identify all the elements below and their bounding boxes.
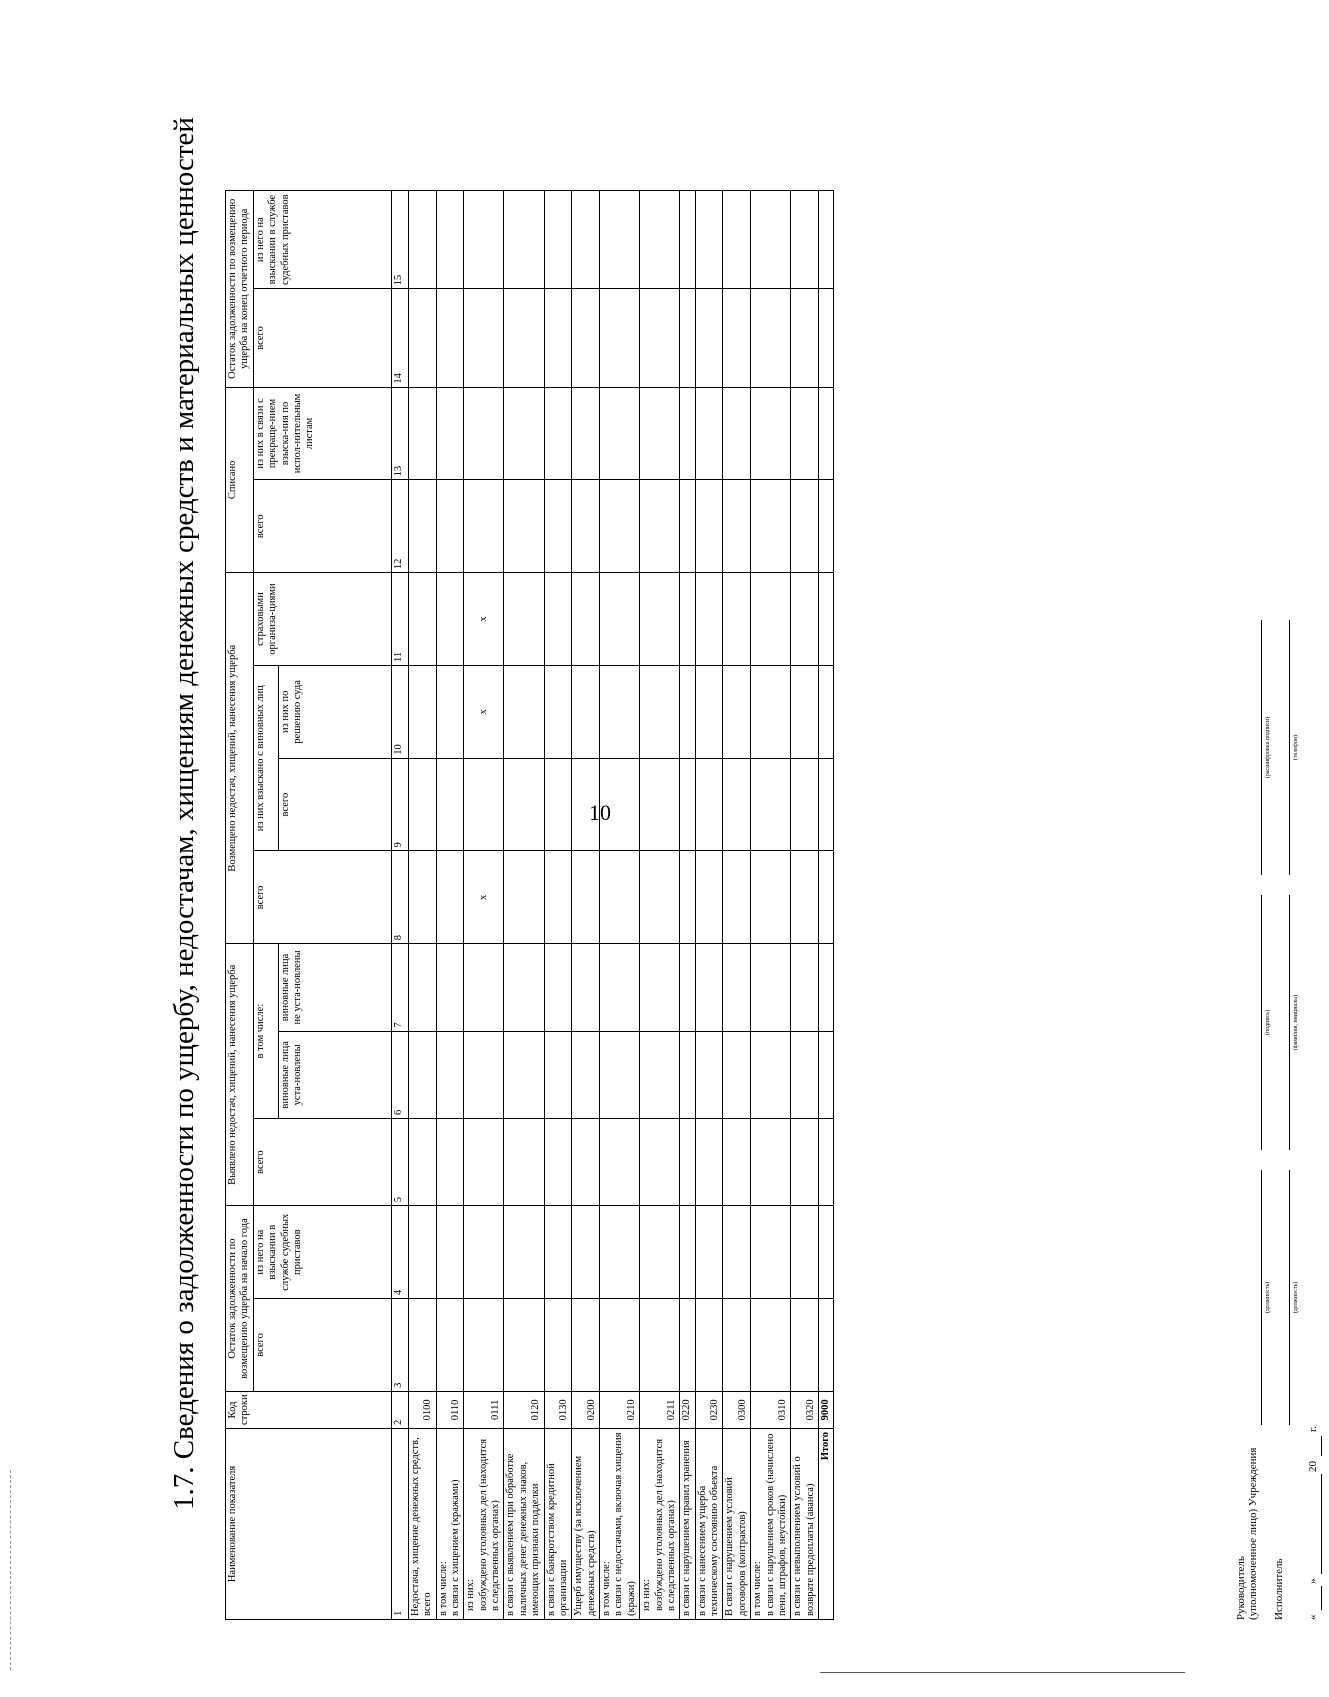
value-cell[interactable] bbox=[680, 1031, 695, 1118]
value-cell[interactable] bbox=[640, 944, 680, 1031]
value-cell[interactable] bbox=[600, 1206, 640, 1299]
value-cell[interactable] bbox=[819, 1299, 834, 1392]
value-cell[interactable] bbox=[723, 289, 751, 387]
value-cell[interactable] bbox=[464, 758, 504, 851]
header-written-off: Списано bbox=[226, 387, 254, 573]
caption-signature: (подпись) bbox=[1265, 1010, 1271, 1035]
row-name: в том числе: в связи с хищением (кражами) bbox=[436, 1428, 464, 1619]
date-year-suffix: г. bbox=[1307, 1425, 1319, 1432]
value-cell[interactable] bbox=[600, 1299, 640, 1392]
value-cell[interactable] bbox=[600, 191, 640, 289]
caption-decode: (расшифровка подписи) bbox=[1265, 716, 1271, 779]
value-cell[interactable] bbox=[544, 1031, 572, 1118]
value-cell[interactable] bbox=[751, 944, 791, 1031]
value-cell[interactable] bbox=[819, 573, 834, 666]
header-insurance: страховыми организа-циями bbox=[253, 573, 391, 666]
value-cell[interactable] bbox=[504, 191, 544, 289]
value-cell[interactable] bbox=[640, 387, 680, 480]
value-cell[interactable] bbox=[640, 1299, 680, 1392]
value-cell[interactable]: x bbox=[464, 573, 504, 666]
date-close-quote: » bbox=[1307, 1578, 1319, 1584]
value-cell[interactable] bbox=[791, 944, 819, 1031]
caption-phone: (телефон) bbox=[1293, 734, 1299, 761]
header-begin-bailiffs: из него на взыскании в службе судебных приставов bbox=[253, 1206, 391, 1299]
value-cell[interactable] bbox=[436, 573, 464, 666]
col-number: 8 bbox=[391, 851, 408, 944]
header-begin-total: всего bbox=[253, 1299, 391, 1392]
value-cell[interactable]: x bbox=[464, 851, 504, 944]
value-cell[interactable] bbox=[723, 387, 751, 480]
value-cell[interactable] bbox=[504, 665, 544, 758]
value-cell[interactable] bbox=[751, 758, 791, 851]
executor-position-line[interactable] bbox=[1275, 1170, 1290, 1425]
table-row bbox=[408, 191, 436, 1620]
value-cell[interactable] bbox=[751, 1299, 791, 1392]
value-cell[interactable] bbox=[408, 665, 436, 758]
value-cell[interactable] bbox=[751, 480, 791, 573]
col-number: 4 bbox=[391, 1206, 408, 1299]
value-cell[interactable] bbox=[572, 851, 600, 944]
value-cell[interactable] bbox=[408, 944, 436, 1031]
col-number: 7 bbox=[391, 944, 408, 1031]
value-cell[interactable] bbox=[504, 1031, 544, 1118]
value-cell[interactable] bbox=[791, 480, 819, 573]
row-name: в связи с нарушением правил хранения bbox=[680, 1428, 695, 1619]
table-row bbox=[695, 191, 723, 1620]
value-cell[interactable] bbox=[695, 1299, 723, 1392]
col-number: 14 bbox=[391, 289, 408, 387]
value-cell[interactable] bbox=[723, 191, 751, 289]
header-end-balance: Остаток задолженности по возмещению ущерба на конец отчетного периода bbox=[226, 191, 254, 388]
value-cell[interactable] bbox=[408, 387, 436, 480]
value-cell[interactable] bbox=[723, 1118, 751, 1205]
form-title: 1.7. Сведения о задолженности по ущербу, недостачам, хищениям денежных средств и материальных ценностей bbox=[168, 117, 200, 1510]
value-cell[interactable] bbox=[436, 289, 464, 387]
row-code: 0120 bbox=[504, 1391, 544, 1428]
value-cell[interactable] bbox=[464, 191, 504, 289]
value-cell[interactable] bbox=[640, 289, 680, 387]
date-year-line[interactable] bbox=[1307, 1436, 1322, 1456]
value-cell[interactable] bbox=[544, 573, 572, 666]
value-cell[interactable] bbox=[751, 1206, 791, 1299]
value-cell[interactable] bbox=[723, 944, 751, 1031]
value-cell[interactable] bbox=[544, 289, 572, 387]
value-cell[interactable] bbox=[680, 573, 695, 666]
value-cell[interactable] bbox=[751, 1118, 791, 1205]
value-cell[interactable] bbox=[640, 1206, 680, 1299]
row-name: в связи с невыполнением условий о возврате предоплаты (аванса) bbox=[791, 1428, 819, 1619]
value-cell[interactable] bbox=[504, 758, 544, 851]
row-name: в связи с нанесением ущерба техническому состоянию объекта bbox=[695, 1428, 723, 1619]
value-cell[interactable] bbox=[640, 665, 680, 758]
value-cell[interactable] bbox=[572, 573, 600, 666]
value-cell[interactable] bbox=[504, 289, 544, 387]
value-cell[interactable] bbox=[436, 1299, 464, 1392]
col-number: 15 bbox=[391, 191, 408, 289]
col-number: 6 bbox=[391, 1031, 408, 1118]
value-cell[interactable] bbox=[544, 1299, 572, 1392]
value-cell[interactable] bbox=[791, 758, 819, 851]
value-cell[interactable] bbox=[464, 289, 504, 387]
value-cell[interactable] bbox=[723, 1206, 751, 1299]
value-cell[interactable] bbox=[504, 1118, 544, 1205]
head-decode-line[interactable] bbox=[1247, 620, 1262, 875]
value-cell[interactable] bbox=[695, 665, 723, 758]
value-cell[interactable] bbox=[408, 1118, 436, 1205]
value-cell[interactable] bbox=[436, 387, 464, 480]
header-by-court: из них по решению суда bbox=[278, 665, 391, 758]
value-cell[interactable] bbox=[600, 1031, 640, 1118]
caption-position-2: (должность) bbox=[1293, 1281, 1299, 1314]
value-cell[interactable] bbox=[751, 191, 791, 289]
col-number: 5 bbox=[391, 1118, 408, 1205]
value-cell[interactable] bbox=[723, 573, 751, 666]
value-cell[interactable] bbox=[504, 1206, 544, 1299]
executor-label: Исполнитель bbox=[1273, 1558, 1285, 1620]
date-day-line[interactable] bbox=[1307, 1586, 1322, 1610]
col-number: 12 bbox=[391, 480, 408, 573]
value-cell[interactable] bbox=[572, 1299, 600, 1392]
value-cell[interactable] bbox=[680, 1299, 695, 1392]
value-cell[interactable] bbox=[544, 758, 572, 851]
value-cell[interactable] bbox=[791, 191, 819, 289]
value-cell[interactable] bbox=[819, 944, 834, 1031]
row-code: 0130 bbox=[544, 1391, 572, 1428]
row-code: 0300 bbox=[723, 1391, 751, 1428]
value-cell[interactable] bbox=[544, 944, 572, 1031]
value-cell[interactable] bbox=[504, 944, 544, 1031]
value-cell[interactable] bbox=[504, 1299, 544, 1392]
executor-fio-line[interactable] bbox=[1275, 895, 1290, 1150]
value-cell[interactable] bbox=[572, 665, 600, 758]
col-number: 10 bbox=[391, 665, 408, 758]
table-row bbox=[723, 191, 751, 1620]
header-written-total: всего bbox=[253, 480, 391, 573]
value-cell[interactable] bbox=[544, 665, 572, 758]
value-cell[interactable] bbox=[723, 1031, 751, 1118]
table-body bbox=[408, 191, 834, 1620]
value-cell[interactable] bbox=[408, 1031, 436, 1118]
date-month-line[interactable] bbox=[1307, 1474, 1322, 1574]
head-label: Руководитель (уполномоченное лицо) Учреждения bbox=[1235, 1447, 1259, 1620]
table-row bbox=[436, 191, 464, 1620]
value-cell[interactable] bbox=[408, 289, 436, 387]
value-cell[interactable] bbox=[464, 944, 504, 1031]
value-cell[interactable] bbox=[464, 1031, 504, 1118]
damage-debt-table bbox=[225, 190, 834, 1620]
value-cell[interactable] bbox=[819, 480, 834, 573]
row-name: в том числе: в связи с недостачами, включая хищения (кражи) bbox=[600, 1428, 640, 1619]
row-name: В связи с нарушением условий договоров (контрактов) bbox=[723, 1428, 751, 1619]
value-cell[interactable] bbox=[819, 665, 834, 758]
value-cell[interactable] bbox=[544, 191, 572, 289]
executor-phone-line[interactable] bbox=[1275, 620, 1290, 875]
value-cell[interactable] bbox=[436, 944, 464, 1031]
value-cell[interactable] bbox=[723, 480, 751, 573]
value-cell[interactable] bbox=[436, 191, 464, 289]
header-detected-total: всего bbox=[253, 1118, 391, 1205]
row-code: 0110 bbox=[436, 1391, 464, 1428]
value-cell[interactable] bbox=[504, 851, 544, 944]
value-cell[interactable] bbox=[436, 1206, 464, 1299]
table-row bbox=[600, 191, 640, 1620]
table-row bbox=[751, 191, 791, 1620]
header-guilty-found: виновные лица уста-новлены bbox=[278, 1031, 391, 1118]
value-cell[interactable] bbox=[695, 1206, 723, 1299]
value-cell[interactable] bbox=[600, 573, 640, 666]
row-name: из них: возбуждено уголовных дел (находится в следственных органах) bbox=[640, 1428, 680, 1619]
header-end-bailiffs: из него на взыскании в службе судебных приставов bbox=[253, 191, 391, 289]
value-cell[interactable] bbox=[695, 1031, 723, 1118]
value-cell[interactable] bbox=[640, 480, 680, 573]
value-cell[interactable] bbox=[572, 480, 600, 573]
value-cell[interactable] bbox=[408, 573, 436, 666]
value-cell[interactable] bbox=[504, 573, 544, 666]
value-cell[interactable] bbox=[791, 851, 819, 944]
col-number: 3 bbox=[391, 1299, 408, 1392]
margin-mark bbox=[10, 1470, 12, 1670]
value-cell[interactable] bbox=[819, 387, 834, 480]
header-guilty-total: всего bbox=[278, 758, 391, 851]
value-cell[interactable] bbox=[436, 480, 464, 573]
row-name: в связи с банкротством кредитной организации bbox=[544, 1428, 572, 1619]
header-detected-including: в том числе: bbox=[253, 944, 278, 1119]
value-cell[interactable] bbox=[751, 289, 791, 387]
row-code: 0211 bbox=[640, 1391, 680, 1428]
value-cell[interactable] bbox=[695, 480, 723, 573]
value-cell[interactable] bbox=[723, 758, 751, 851]
value-cell[interactable] bbox=[819, 1031, 834, 1118]
value-cell[interactable] bbox=[680, 1118, 695, 1205]
signature-block bbox=[1235, 120, 1329, 1620]
value-cell[interactable] bbox=[695, 851, 723, 944]
value-cell[interactable] bbox=[695, 191, 723, 289]
col-number: 13 bbox=[391, 387, 408, 480]
table-row bbox=[544, 191, 572, 1620]
value-cell[interactable] bbox=[695, 573, 723, 666]
row-code: 0111 bbox=[464, 1391, 504, 1428]
value-cell[interactable] bbox=[436, 851, 464, 944]
value-cell[interactable] bbox=[640, 758, 680, 851]
header-begin-balance: Остаток задолженности по возмещению ущерба на начало года bbox=[226, 1206, 254, 1392]
value-cell[interactable] bbox=[504, 480, 544, 573]
value-cell[interactable] bbox=[819, 1118, 834, 1205]
value-cell[interactable] bbox=[544, 1206, 572, 1299]
value-cell[interactable] bbox=[600, 289, 640, 387]
row-code: 0100 bbox=[408, 1391, 436, 1428]
value-cell[interactable] bbox=[680, 851, 695, 944]
header-code: Код строки bbox=[226, 1391, 392, 1428]
table-row bbox=[819, 191, 834, 1620]
value-cell[interactable] bbox=[791, 1031, 819, 1118]
header-compensated-total: всего bbox=[253, 851, 391, 944]
bottom-rule bbox=[820, 1672, 1185, 1673]
caption-position: (должность) bbox=[1265, 1281, 1271, 1314]
table-row bbox=[791, 191, 819, 1620]
value-cell[interactable] bbox=[695, 758, 723, 851]
value-cell[interactable] bbox=[751, 1031, 791, 1118]
value-cell[interactable] bbox=[695, 1118, 723, 1205]
value-cell[interactable] bbox=[544, 1118, 572, 1205]
value-cell[interactable] bbox=[600, 665, 640, 758]
row-code: 0220 bbox=[680, 1391, 695, 1428]
value-cell[interactable] bbox=[695, 944, 723, 1031]
table-row bbox=[572, 191, 600, 1620]
value-cell[interactable] bbox=[600, 944, 640, 1031]
value-cell[interactable] bbox=[600, 851, 640, 944]
header-from-guilty: из них взыскано с виновных лиц bbox=[253, 665, 278, 851]
table-row bbox=[464, 191, 504, 1620]
value-cell[interactable] bbox=[464, 480, 504, 573]
row-code: 0200 bbox=[572, 1391, 600, 1428]
header-guilty-not-found: виновные лица не уста-новлены bbox=[278, 944, 391, 1031]
value-cell[interactable] bbox=[640, 191, 680, 289]
row-name: Ущерб имуществу (за исключением денежных средств) bbox=[572, 1428, 600, 1619]
value-cell[interactable] bbox=[600, 480, 640, 573]
value-cell[interactable] bbox=[791, 387, 819, 480]
value-cell[interactable] bbox=[572, 944, 600, 1031]
value-cell[interactable] bbox=[751, 851, 791, 944]
value-cell[interactable] bbox=[680, 665, 695, 758]
row-code: 0230 bbox=[695, 1391, 723, 1428]
row-name: из них: возбуждено уголовных дел (находится в следственных органах) bbox=[464, 1428, 504, 1619]
value-cell[interactable] bbox=[751, 665, 791, 758]
col-number: 1 bbox=[391, 1428, 408, 1619]
value-cell[interactable] bbox=[680, 387, 695, 480]
header-end-total: всего bbox=[253, 289, 391, 387]
value-cell[interactable] bbox=[464, 1206, 504, 1299]
table-row bbox=[504, 191, 544, 1620]
value-cell[interactable] bbox=[640, 851, 680, 944]
value-cell[interactable] bbox=[572, 191, 600, 289]
value-cell[interactable] bbox=[695, 387, 723, 480]
table-row bbox=[640, 191, 680, 1620]
value-cell[interactable] bbox=[408, 191, 436, 289]
value-cell[interactable] bbox=[436, 1118, 464, 1205]
value-cell[interactable] bbox=[436, 1031, 464, 1118]
value-cell[interactable] bbox=[544, 480, 572, 573]
value-cell[interactable] bbox=[408, 1206, 436, 1299]
row-name: в связи с выявлением при обработке наличных денег денежных знаков, имеющих признаки подделки bbox=[504, 1428, 544, 1619]
value-cell[interactable] bbox=[723, 1299, 751, 1392]
value-cell[interactable] bbox=[791, 289, 819, 387]
value-cell[interactable] bbox=[408, 1299, 436, 1392]
header-name: Наименование показателя bbox=[226, 1428, 392, 1619]
value-cell[interactable] bbox=[680, 758, 695, 851]
value-cell[interactable] bbox=[751, 387, 791, 480]
value-cell[interactable] bbox=[544, 387, 572, 480]
value-cell[interactable] bbox=[408, 480, 436, 573]
value-cell[interactable] bbox=[819, 289, 834, 387]
value-cell[interactable] bbox=[695, 289, 723, 387]
value-cell[interactable] bbox=[640, 573, 680, 666]
value-cell[interactable] bbox=[572, 1206, 600, 1299]
value-cell[interactable] bbox=[640, 1118, 680, 1205]
row-name: Недостача, хищение денежных средств, всего bbox=[408, 1428, 436, 1619]
value-cell[interactable] bbox=[600, 1118, 640, 1205]
value-cell[interactable] bbox=[791, 1118, 819, 1205]
value-cell[interactable] bbox=[464, 1118, 504, 1205]
value-cell[interactable] bbox=[819, 758, 834, 851]
value-cell[interactable] bbox=[408, 851, 436, 944]
value-cell[interactable] bbox=[680, 480, 695, 573]
row-code: 9000 bbox=[819, 1391, 834, 1428]
value-cell[interactable] bbox=[436, 665, 464, 758]
value-cell[interactable] bbox=[751, 573, 791, 666]
value-cell[interactable] bbox=[504, 387, 544, 480]
value-cell[interactable] bbox=[791, 665, 819, 758]
value-cell[interactable] bbox=[819, 1206, 834, 1299]
row-code: 0210 bbox=[600, 1391, 640, 1428]
value-cell[interactable] bbox=[680, 1206, 695, 1299]
value-cell[interactable] bbox=[680, 289, 695, 387]
value-cell[interactable] bbox=[680, 191, 695, 289]
row-name: в том числе: в связи с нарушением сроков (начислено пени, штрафов, неустойки) bbox=[751, 1428, 791, 1619]
value-cell[interactable] bbox=[791, 1206, 819, 1299]
header-compensated: Возмещено недостач, хищений, нанесения ущерба bbox=[226, 573, 254, 944]
value-cell[interactable] bbox=[723, 665, 751, 758]
value-cell[interactable] bbox=[723, 851, 751, 944]
value-cell[interactable] bbox=[600, 387, 640, 480]
col-number: 2 bbox=[391, 1391, 408, 1428]
row-code: 0310 bbox=[751, 1391, 791, 1428]
value-cell[interactable] bbox=[600, 758, 640, 851]
head-signature-line[interactable] bbox=[1247, 895, 1262, 1150]
value-cell[interactable] bbox=[640, 1031, 680, 1118]
value-cell[interactable] bbox=[464, 387, 504, 480]
value-cell[interactable] bbox=[408, 758, 436, 851]
value-cell[interactable] bbox=[572, 758, 600, 851]
head-position-line[interactable] bbox=[1247, 1170, 1262, 1425]
row-name: Итого bbox=[819, 1428, 834, 1619]
page-number: 10 bbox=[589, 800, 611, 825]
date-year-prefix: 20 bbox=[1307, 1461, 1319, 1472]
col-number: 9 bbox=[391, 758, 408, 851]
value-cell[interactable]: x bbox=[464, 665, 504, 758]
value-cell[interactable] bbox=[791, 573, 819, 666]
value-cell[interactable] bbox=[572, 289, 600, 387]
value-cell[interactable] bbox=[680, 944, 695, 1031]
value-cell[interactable] bbox=[572, 1118, 600, 1205]
value-cell[interactable] bbox=[572, 1031, 600, 1118]
row-code: 0320 bbox=[791, 1391, 819, 1428]
value-cell[interactable] bbox=[819, 191, 834, 289]
value-cell[interactable] bbox=[436, 758, 464, 851]
col-number: 11 bbox=[391, 573, 408, 666]
rotated-form bbox=[160, 30, 1319, 1640]
value-cell[interactable] bbox=[464, 1299, 504, 1392]
value-cell[interactable] bbox=[791, 1299, 819, 1392]
value-cell[interactable] bbox=[819, 851, 834, 944]
value-cell[interactable] bbox=[572, 387, 600, 480]
header-termination: из них в связи с прекраще-нием взыска-ния по испол-нительным листам bbox=[253, 387, 391, 480]
value-cell[interactable] bbox=[544, 851, 572, 944]
header-detected: Выявлено недостач, хищений, нанесения ущерба bbox=[226, 944, 254, 1206]
date-open-quote: « bbox=[1307, 1614, 1319, 1620]
table-row bbox=[680, 191, 695, 1620]
caption-fio: (фамилия, инициалы) bbox=[1293, 994, 1299, 1051]
